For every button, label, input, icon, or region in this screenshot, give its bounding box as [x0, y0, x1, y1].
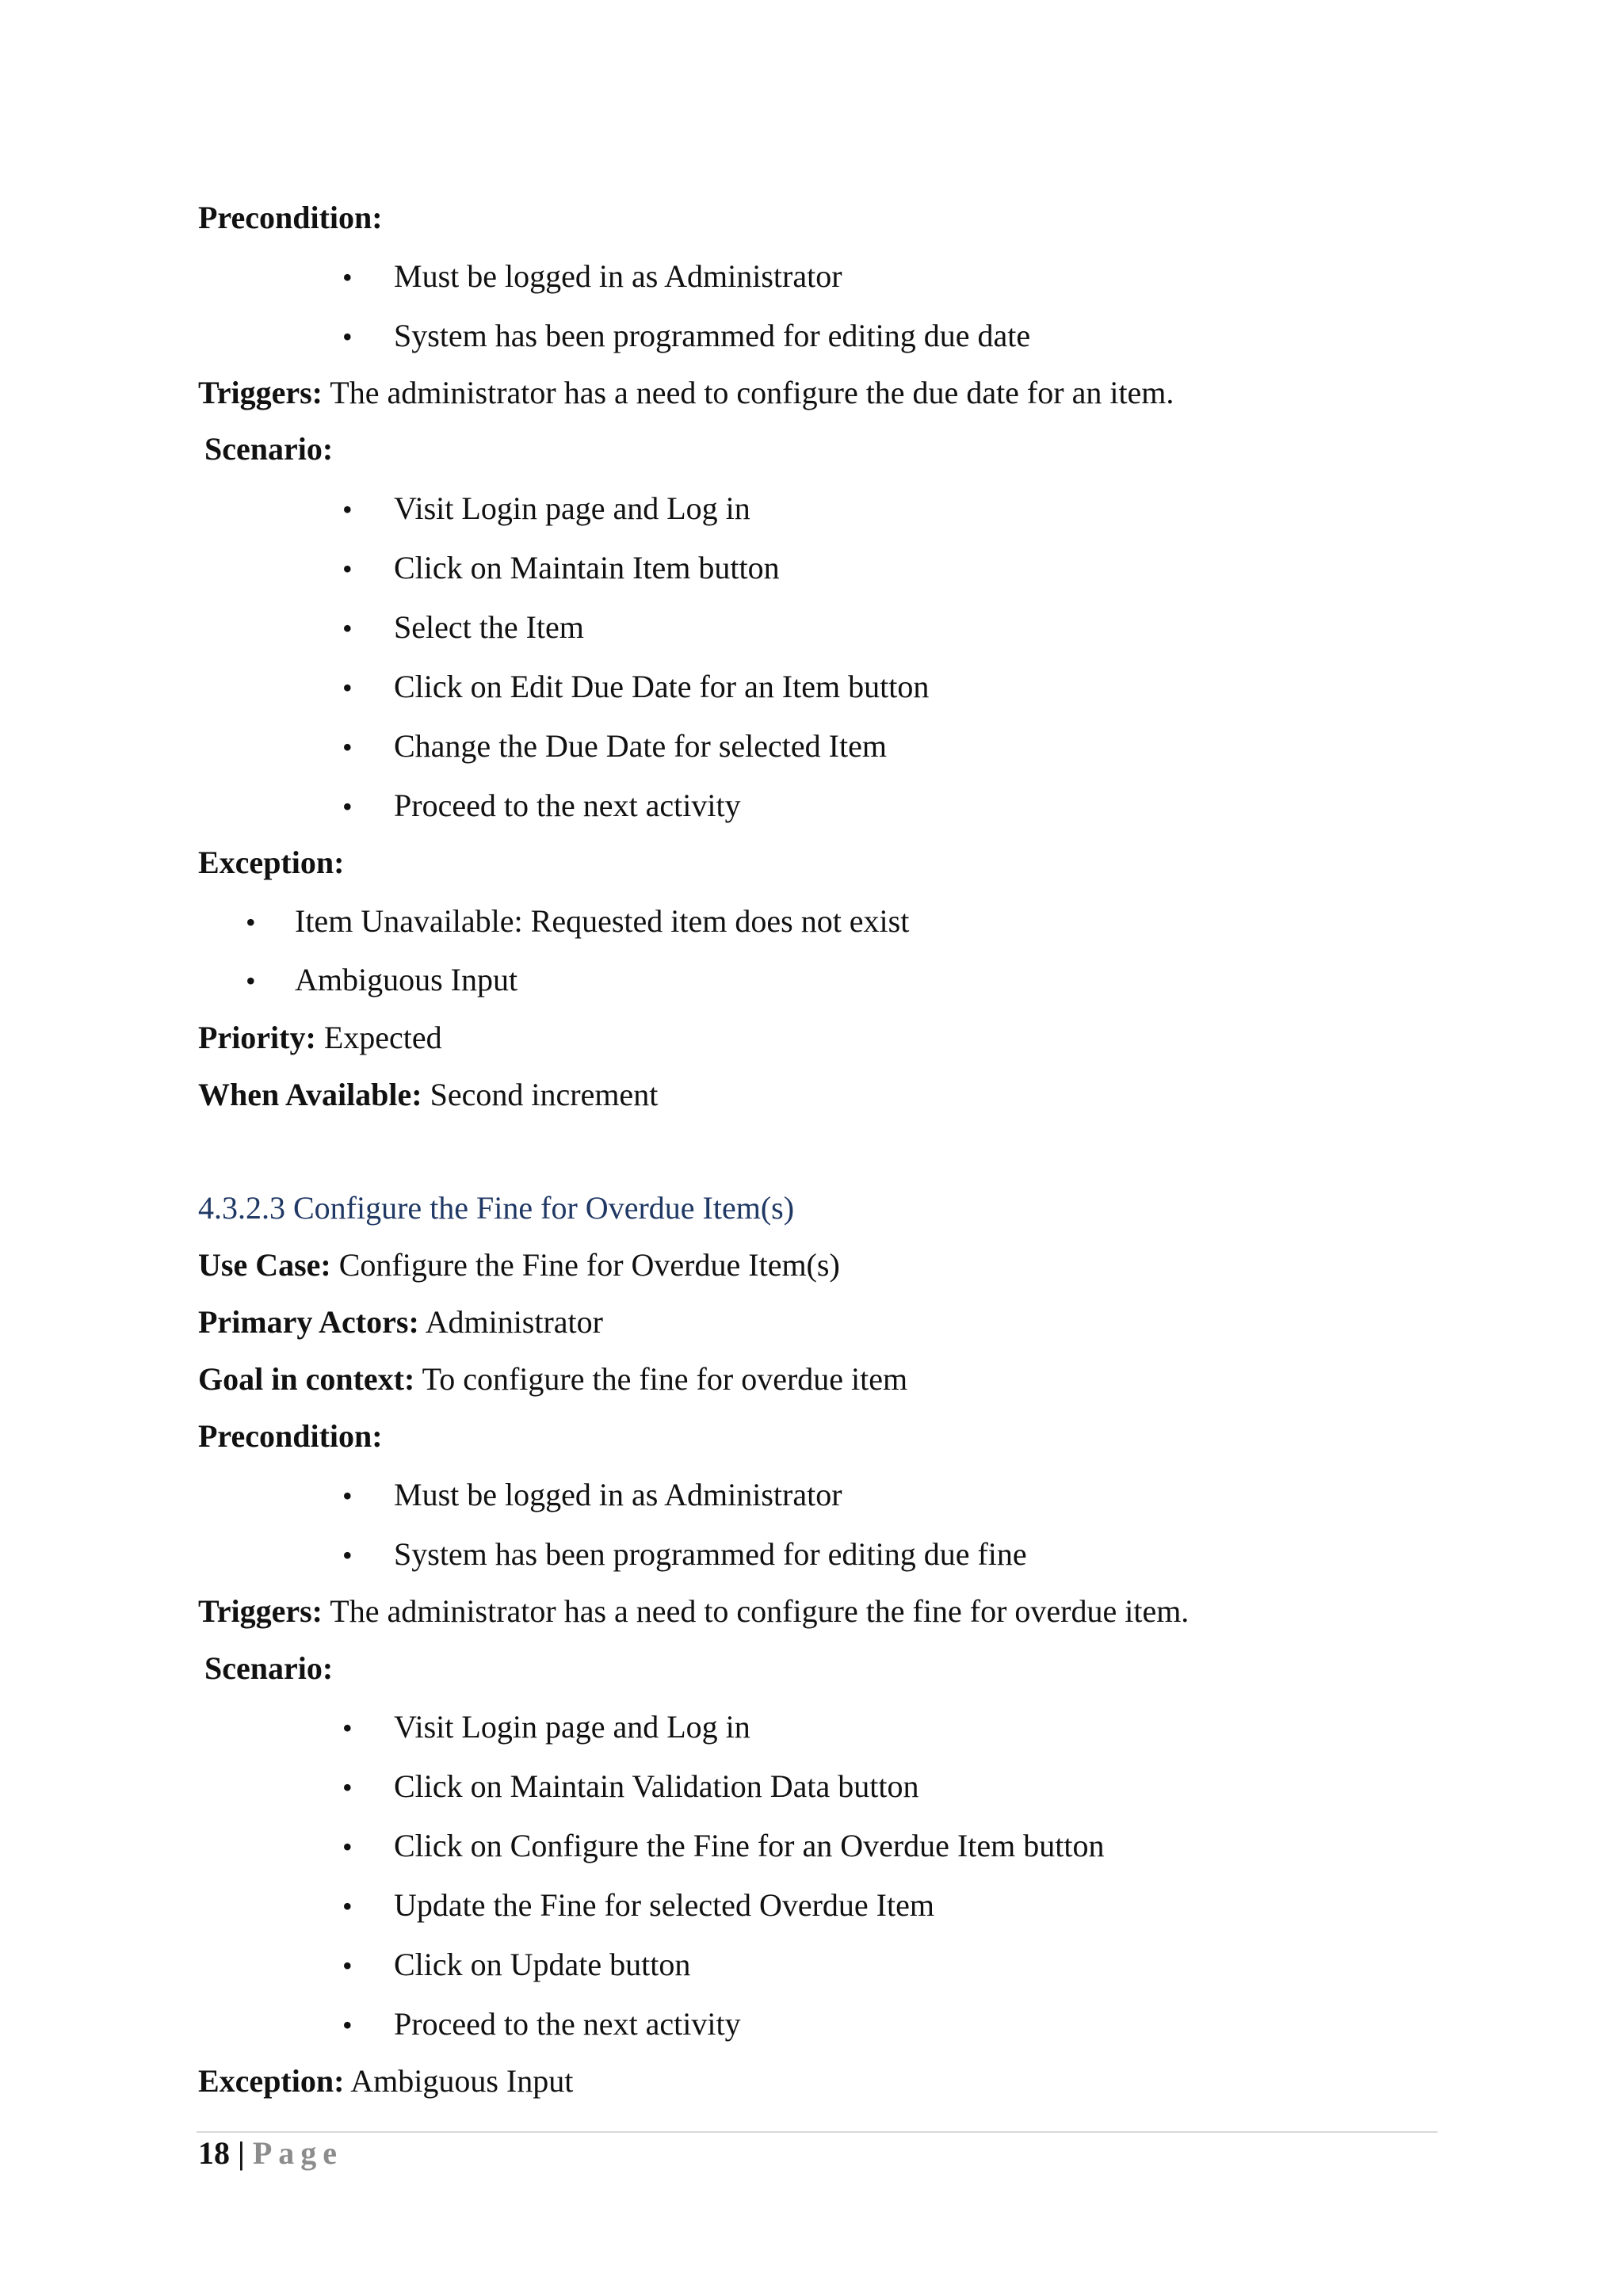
scenario-step: • Click on Configure the Fine for an Overdue Item button: [342, 1826, 390, 1867]
scenario-step: • Update the Fine for selected Overdue Item: [342, 1886, 390, 1926]
primary-actors-row: [198, 1302, 603, 1342]
bullet-icon: •: [342, 672, 353, 704]
use-case-value: Configure the Fine for Overdue Item(s): [338, 1247, 840, 1283]
page-word: Page: [252, 2135, 343, 2171]
when-available-value: Second increment: [430, 1077, 659, 1112]
precondition-item: • System has been programmed for editing due date: [342, 316, 390, 357]
exception-label: Exception:: [198, 845, 345, 880]
priority-label: Priority:: [198, 1020, 316, 1055]
bullet-icon: •: [342, 1539, 353, 1571]
bullet-icon: •: [342, 321, 353, 353]
scenario-label: Scenario:: [204, 431, 334, 467]
bullet-icon: •: [342, 1712, 353, 1744]
page-number: 18: [198, 2135, 230, 2171]
when-available-row: [198, 1075, 658, 1115]
exception-value: Ambiguous Input: [350, 2063, 574, 2099]
use-case-row: [198, 1245, 840, 1285]
scenario-step: • Click on Edit Due Date for an Item button: [342, 667, 390, 707]
scenario-step: • Change the Due Date for selected Item: [342, 727, 390, 767]
goal-row: [198, 1360, 907, 1399]
triggers-row: [198, 1592, 1189, 1631]
bullet-icon: •: [342, 731, 353, 763]
bullet-icon: •: [342, 1890, 353, 1922]
scenario-step: • Visit Login page and Log in: [342, 1707, 390, 1748]
goal-value: To configure the fine for overdue item: [422, 1361, 908, 1397]
exception-item: • Item Unavailable: Requested item does not exist: [246, 902, 293, 942]
primary-actors-label: Primary Actors:: [198, 1304, 419, 1340]
primary-actors-value: Administrator: [425, 1304, 603, 1340]
precondition-item: • System has been programmed for editing due fine: [342, 1535, 390, 1575]
bullet-icon: •: [342, 553, 353, 585]
section-heading: 4.3.2.3 Configure the Fine for Overdue Item(s): [198, 1190, 795, 1226]
precondition-item: • Must be logged in as Administrator: [342, 257, 390, 297]
bullet-icon: •: [342, 1950, 353, 1981]
triggers-text: The administrator has a need to configure the fine for overdue item.: [330, 1593, 1190, 1629]
bullet-icon: •: [246, 906, 256, 938]
footer-divider: [197, 2131, 1438, 2133]
exception-row: [198, 2061, 573, 2101]
triggers-label: Triggers:: [198, 375, 323, 410]
bullet-icon: •: [342, 2009, 353, 2041]
page-footer: [198, 2134, 343, 2173]
scenario-label: Scenario:: [204, 1650, 334, 1686]
bullet-icon: •: [342, 1831, 353, 1863]
bullet-icon: •: [342, 261, 353, 293]
precondition-label: Precondition:: [198, 200, 383, 235]
priority-row: [198, 1018, 442, 1058]
goal-label: Goal in context:: [198, 1361, 415, 1397]
priority-value: Expected: [323, 1020, 442, 1055]
scenario-step: • Select the Item: [342, 608, 390, 648]
exception-item: • Ambiguous Input: [246, 960, 293, 1001]
bullet-icon: •: [342, 1480, 353, 1512]
bullet-icon: •: [342, 1772, 353, 1803]
exception-label: Exception:: [198, 2063, 345, 2099]
scenario-step: • Proceed to the next activity: [342, 786, 390, 826]
bullet-icon: •: [246, 965, 256, 997]
scenario-step: • Click on Maintain Validation Data button: [342, 1767, 390, 1807]
bullet-icon: •: [342, 494, 353, 525]
when-available-label: When Available:: [198, 1077, 422, 1112]
precondition-label: Precondition:: [198, 1418, 383, 1454]
triggers-text: The administrator has a need to configure the due date for an item.: [330, 375, 1174, 410]
bullet-icon: •: [342, 791, 353, 822]
scenario-step: • Click on Update button: [342, 1945, 390, 1985]
scenario-step: • Visit Login page and Log in: [342, 489, 390, 529]
scenario-step: • Proceed to the next activity: [342, 2004, 390, 2045]
bullet-icon: •: [342, 612, 353, 644]
scenario-step: • Click on Maintain Item button: [342, 548, 390, 589]
footer-separator: |: [238, 2135, 245, 2171]
use-case-label: Use Case:: [198, 1247, 331, 1283]
precondition-item: • Must be logged in as Administrator: [342, 1475, 390, 1516]
triggers-label: Triggers:: [198, 1593, 323, 1629]
triggers-row: [198, 373, 1174, 413]
